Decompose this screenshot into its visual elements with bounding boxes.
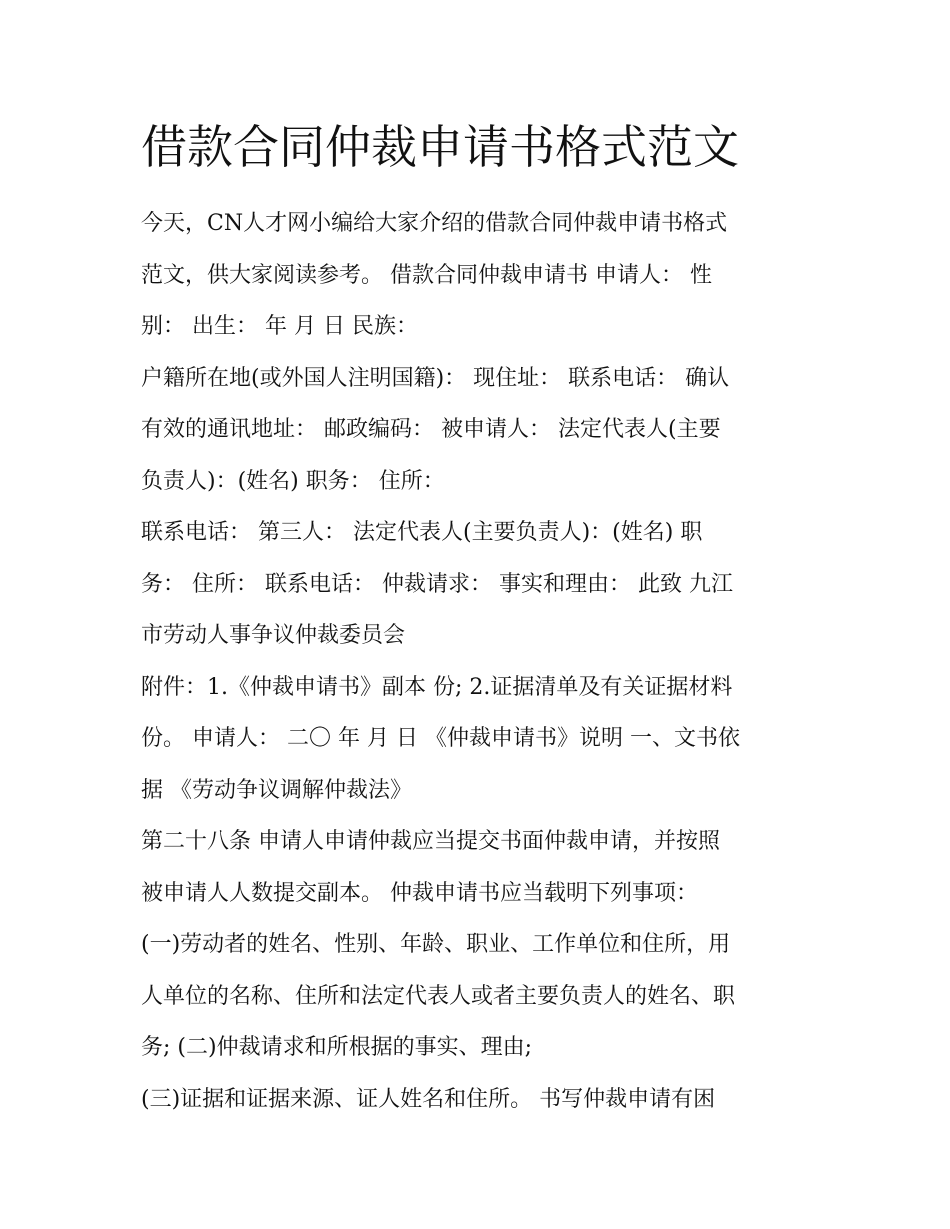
body-line-12: 据 《劳动争议调解仲裁法》 [141,777,412,803]
body-line-14: 被申请人人数提交副本。 仲裁申请书应当载明下列事项： [141,880,698,906]
body-line-8: 务： 住所： 联系电话： 仲裁请求： 事实和理由： 此致 九江 [141,571,733,597]
body-line-4: 户籍所在地(或外国人注明国籍)： 现住址： 联系电话： 确认 [141,365,730,391]
body-line-11: 份。 申请人： 二〇 年 月 日 《仲裁申请书》说明 一、文书依 [141,726,740,751]
document-title: 借款合同仲裁申请书格式范文 [141,120,739,174]
body-line-2: 范文，供大家阅读参考。 借款合同仲裁申请书 申请人： 性 [141,262,712,288]
document-body [141,198,821,1125]
body-line-13: 第二十八条 申请人申请仲裁应当提交书面仲裁申请，并按照 [141,829,720,854]
body-line-5: 有效的通讯地址： 邮政编码： 被申请人： 法定代表人(主要 [141,417,721,442]
body-line-6: 负责人)：(姓名) 职务： 住所： [141,468,445,494]
body-line-3: 别： 出生： 年 月 日 民族： [141,314,418,339]
body-line-17: 务; (二)仲裁请求和所根据的事实、理由; [141,1035,532,1060]
body-line-18: (三)证据和证据来源、证人姓名和住所。 书写仲裁申请有困 [141,1086,716,1112]
body-line-1: 今天，CN人才网小编给大家介绍的借款合同仲裁申请书格式 [141,211,728,236]
body-line-15: (一)劳动者的姓名、性别、年龄、职业、工作单位和住所，用 [141,932,731,957]
body-line-10: 附件：1.《仲裁申请书》副本 份; 2.证据清单及有关证据材料 [141,674,733,700]
body-line-16: 人单位的名称、住所和法定代表人或者主要负责人的姓名、职 [141,983,736,1009]
body-line-7: 联系电话： 第三人： 法定代表人(主要负责人)：(姓名) 职 [141,520,703,545]
body-line-9: 市劳动人事争议仲裁委员会 [141,623,406,648]
